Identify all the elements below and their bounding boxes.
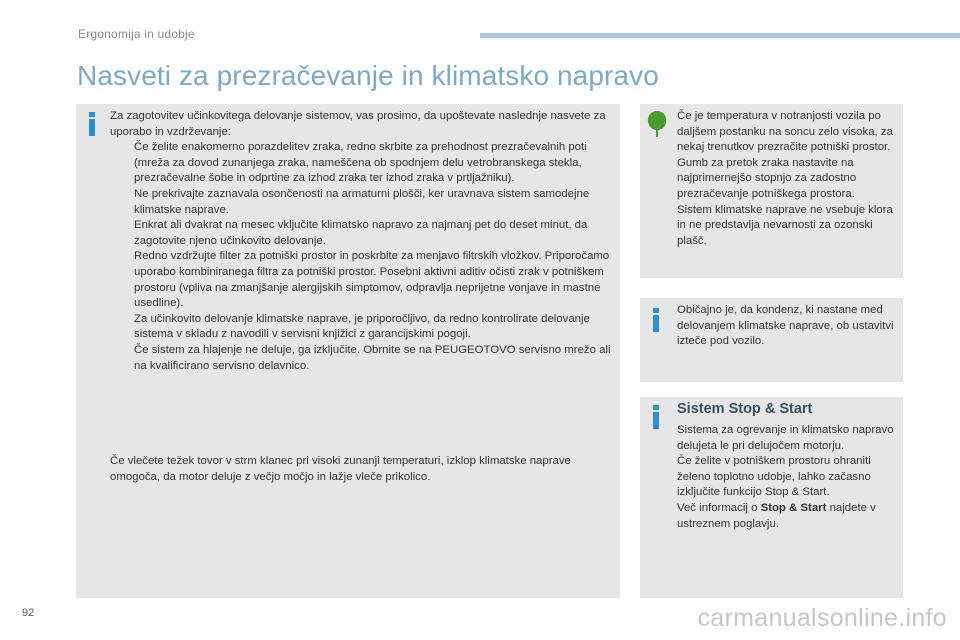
temperature-tip: Če je temperatura v notranjosti vozila po daljšem postanku na soncu zelo visoka, za nekaj trenutkov prezračite potniški prostor. bbox=[677, 110, 893, 154]
page-number: 92 bbox=[22, 607, 35, 619]
list-item-text: Če želite enakomerno porazdelitev zraka, redno skrbite za prehodnost prezračevalnih poti (mreža za dovod zunanjega zraka, nameščena ob spodnjem delu vetrobranskega stekla, prezračevalne šobe in odprtine za izhod zraka ter izhod zraka v prtljažniku). bbox=[134, 141, 587, 185]
info-icon bbox=[652, 405, 660, 429]
list-item-text: Če sistem za hlajenje ne deluje, ga izključite. Obrnite se na PEUGEOTOVO servisno mrežo ali na kvalificirano servisno delavnico. bbox=[134, 343, 611, 372]
stop-start-title: Sistem Stop & Start bbox=[677, 401, 813, 417]
stop-start-panel bbox=[640, 397, 903, 598]
chlorine-note: Sistem klimatske naprave ne vsebuje klora in ne predstavlja nevarnosti za ozonski plašč. bbox=[677, 203, 893, 247]
condensation-panel bbox=[640, 298, 903, 382]
stop-start-p3 bbox=[677, 501, 899, 532]
maintenance-tips-body bbox=[110, 109, 615, 374]
stop-start-p3-before: Več informacij o bbox=[677, 501, 761, 514]
list-item-text: Za učinkovito delovanje klimatske naprave, je priporočljivo, da redno kontrolirate delovanje sistema v skladu z navodili v servisni knjižici z garancijskimi pogoji. bbox=[134, 312, 590, 341]
stop-start-p1: Sistema za ogrevanje in klimatsko napravo delujeta le pri delujočem motorju. bbox=[677, 424, 894, 452]
condensation-text: Običajno je, da kondenz, ki nastane med delovanjem klimatske naprave, ob ustavitvi izteče pod vozilo. bbox=[677, 304, 894, 348]
list-item bbox=[110, 218, 615, 249]
temperature-tips-body bbox=[677, 109, 899, 249]
airflow-tip: Gumb za pretok zraka nastavite na najprimernejšo stopnjo za zadostno prezračevanje potniškega prostora. bbox=[677, 156, 857, 200]
list-item bbox=[110, 312, 615, 343]
towing-note: Če vlečete težek tovor v strm klanec pri visoki zunanji temperaturi, izklop klimatske naprave omogoča, da motor deluje z večjo močjo in lažje vleče prikolico. bbox=[110, 455, 571, 483]
header-rule bbox=[480, 33, 960, 38]
list-item bbox=[110, 249, 615, 311]
list-item-text: Enkrat ali dvakrat na mesec vključite klimatsko napravo za najmanj pet do deset minut, da zagotovite njeno učinkovito delovanje. bbox=[134, 219, 588, 247]
list-item-text: Ne prekrivajte zaznavala osončenosti na armaturni plošči, ker uravnava sistem samodejne klimatske naprave. bbox=[134, 187, 590, 216]
list-item bbox=[110, 343, 615, 374]
stop-start-p2: Če želite v potniškem prostoru ohraniti želeno toplotno udobje, lahko začasno izključite funkcijo Stop & Start. bbox=[677, 455, 871, 499]
temperature-tips-panel bbox=[640, 104, 903, 278]
eco-leaf-icon bbox=[646, 110, 668, 138]
list-item bbox=[110, 140, 615, 187]
page-title: Nasveti za prezračevanje in klimatsko napravo bbox=[77, 60, 659, 91]
maintenance-tips-panel bbox=[76, 104, 620, 598]
list-item-text: Redno vzdržujte filter za potniški prostor in poskrbite za menjavo filtrskih vložkov. Priporočamo uporabo kombiniranega filtra za potniški prostor. Posebni aktivni aditiv očisti zrak v potniškem prostoru (vpliva na zmanjšanje alergijskih simptomov, odpravlja neprijetne vonjave in mastne usedline). bbox=[134, 250, 610, 310]
info-icon bbox=[652, 308, 660, 332]
maintenance-list bbox=[110, 140, 615, 374]
condensation-body bbox=[677, 303, 899, 350]
list-item bbox=[110, 187, 615, 218]
stop-start-body bbox=[677, 423, 899, 532]
stop-start-p3-after: najdete v ustreznem poglavju. bbox=[677, 501, 876, 530]
watermark: carmanualsonline.info bbox=[697, 604, 947, 632]
info-icon bbox=[88, 112, 96, 136]
maintenance-intro: Za zagotovitev učinkovitega delovanje sistemov, vas prosimo, da upoštevate naslednje nasvete za uporabo in vzdrževanje: bbox=[110, 110, 606, 138]
section-label: Ergonomija in udobje bbox=[78, 27, 195, 41]
stop-start-link-text: Stop & Start bbox=[760, 501, 827, 514]
